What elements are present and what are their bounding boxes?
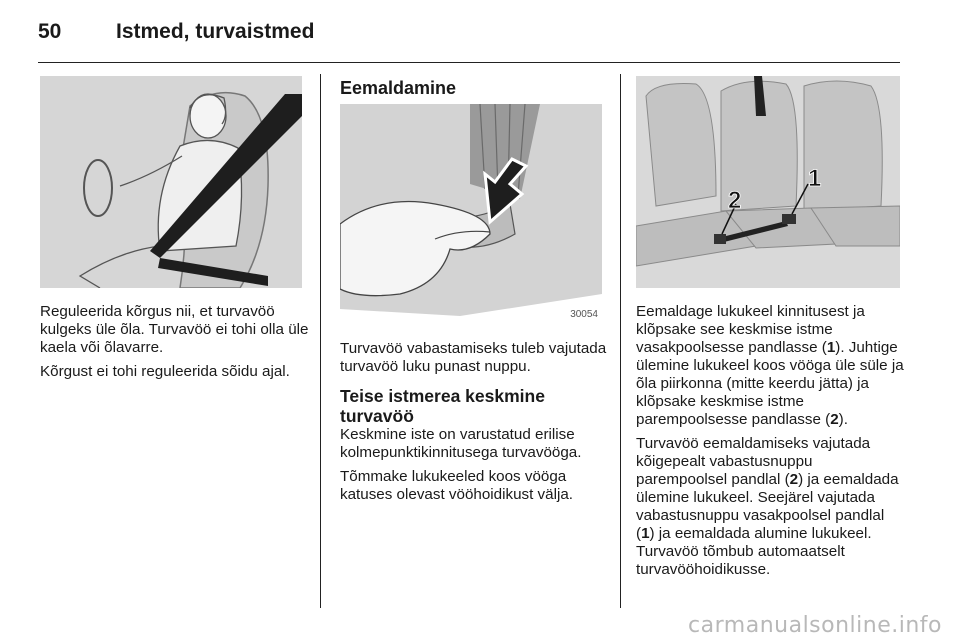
buckle-release-illustration xyxy=(340,104,602,324)
paragraph-pull-tongues: Tõmmake lukukeeled koos vööga katuses olevast vööhoidikust välja. xyxy=(340,468,574,503)
driver-seatbelt-illustration xyxy=(40,76,302,288)
section-heading: Eemaldamine xyxy=(340,78,457,98)
column-1 xyxy=(40,303,310,387)
figure-code: 30054 xyxy=(570,309,598,320)
paragraph-removal: Turvavöö eemaldamiseks vajutada kõigepealt vabastusnuppu parempoolsel pandlal (2) ja eemaldada ülemine lukukeel. Seejärel vajutada vabastusnuppu vasakpoolsel pandlal (1) ja eemaldada alumine lukukeel. Turvavöö tõmbub automaatselt turvavööhoidikusse. xyxy=(636,435,899,578)
column-2 xyxy=(340,340,610,510)
page-title: Istmed, turvaistmed xyxy=(116,20,315,43)
subsection-heading: Teise istmerea keskmine turvavöö xyxy=(340,386,545,426)
watermark: carmanualsonline.info xyxy=(688,613,942,638)
page-number: 50 xyxy=(38,20,62,43)
column-divider-2 xyxy=(620,74,621,608)
paragraph-release: Turvavöö vabastamiseks tuleb vajutada turvavöö luku punast nuppu. xyxy=(340,340,607,375)
header-rule xyxy=(38,62,900,63)
paragraph-center-seat: Keskmine iste on varustatud erilise kolmepunktikinnitusega turvavööga. xyxy=(340,426,582,461)
callout-2: 2 xyxy=(728,187,742,214)
paragraph-insert-tongues: Eemaldage lukukeel kinnitusest ja klõpsake see keskmise istme vasakpoolsesse pandlasse (1). Juhtige ülemine lukukeel koos vööga üle süle ja õla piirkonna (mitte keerdu jätta) ja klõpsake keskmise istme parempoolsesse pandlasse (2). xyxy=(636,303,904,428)
column-divider-1 xyxy=(320,74,321,608)
rear-seats-illustration xyxy=(636,76,900,288)
callout-1: 1 xyxy=(808,165,822,192)
column-2-heading xyxy=(340,78,610,106)
column-3 xyxy=(636,303,906,585)
paragraph-height-adjust: Reguleerida kõrgus nii, et turvavöö kulgeks üle õla. Turvavöö ei tohi olla üle kaela või õlavarre. xyxy=(40,303,309,356)
paragraph-driving-warning: Kõrgust ei tohi reguleerida sõidu ajal. xyxy=(40,363,290,380)
